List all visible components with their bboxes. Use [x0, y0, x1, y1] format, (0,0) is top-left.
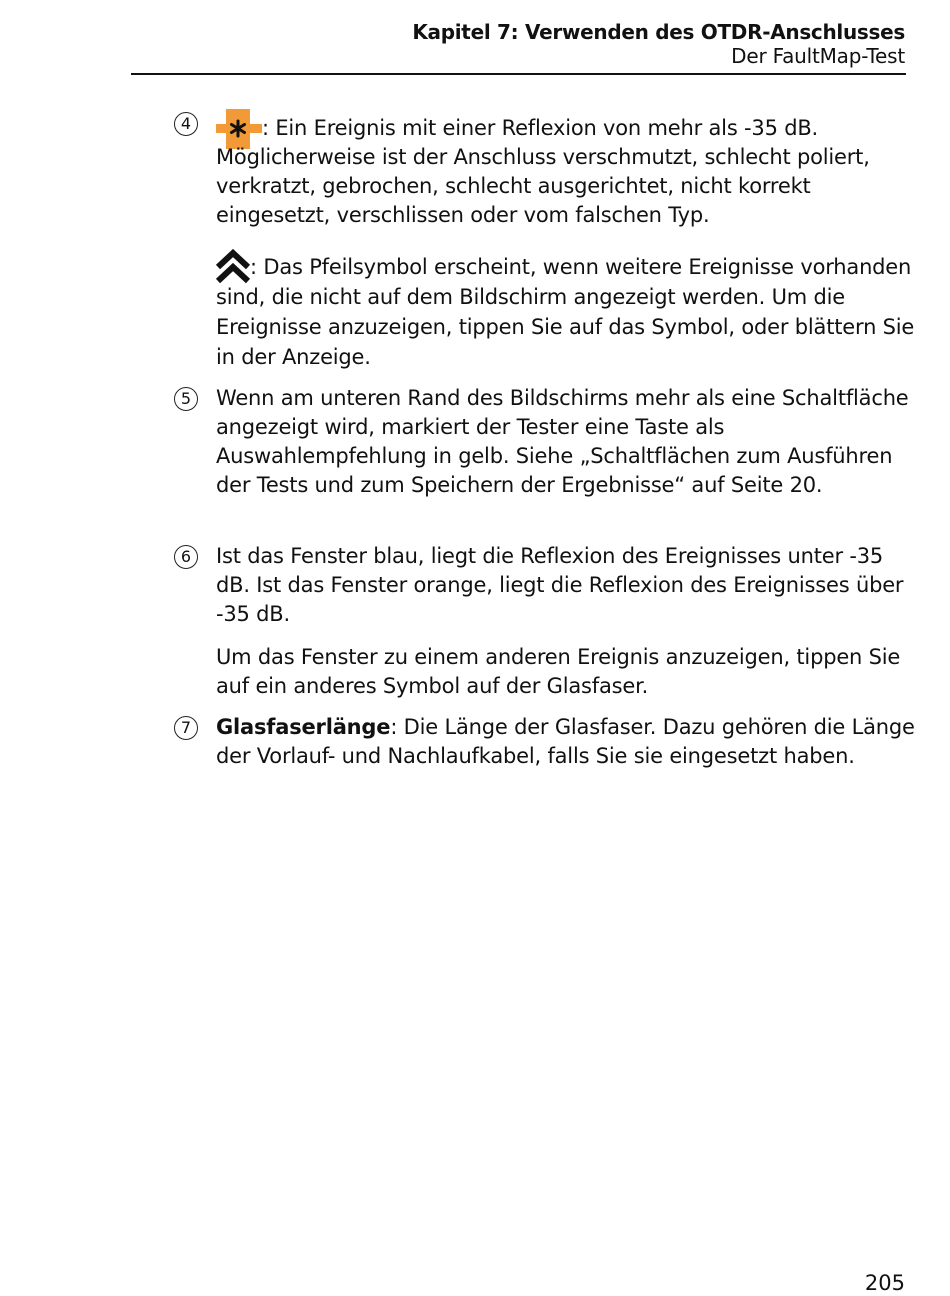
double-chevron-up-icon [216, 248, 250, 278]
callout-text-5: Wenn am unteren Rand des Bildschirms mehr als eine Schaltfläche angezeigt wird, markiert der Tester eine Taste als Auswahlempfehlung in gelb. Siehe „Schaltflächen zum Ausführen der Tests und zum Speichern der Ergebnisse“ auf Seite 20. [216, 386, 909, 497]
callout-text-7: : Die Länge der Glasfaser. Dazu gehören die Länge der Vorlauf- und Nachlaufkabel, falls Sie sie eingesetzt haben. [216, 715, 915, 768]
page-number: 205 [864, 1271, 905, 1295]
callout-item-5 [216, 384, 916, 500]
fiber-length-term: Glasfaserlänge [216, 715, 391, 739]
callout-number-5: 5 [174, 387, 198, 411]
header-divider [131, 73, 906, 75]
callout-text-6: Ist das Fenster blau, liegt die Reflexion des Ereignisses unter -35 dB. Ist das Fenster orange, liegt die Reflexion des Ereignisses über -35 dB. [216, 544, 904, 626]
arrow-note-text: : Das Pfeilsymbol erscheint, wenn weitere Ereignisse vorhanden sind, die nicht auf dem Bildschirm angezeigt werden. Um die Ereignisse anzuzeigen, tippen Sie auf das Symbol, oder blättern Sie in der Anzeige. [216, 255, 915, 369]
section-title: Der FaultMap-Test [731, 44, 905, 68]
callout-item-4 [216, 109, 916, 230]
orange-reflective-event-icon [216, 109, 262, 139]
callout-item-7 [216, 713, 916, 771]
page-header [412, 20, 905, 68]
window-note [216, 643, 916, 701]
callout-number-4: 4 [174, 112, 198, 136]
callout-number-7: 7 [174, 716, 198, 740]
arrow-note [216, 248, 916, 372]
window-note-text: Um das Fenster zu einem anderen Ereignis anzuzeigen, tippen Sie auf ein anderes Symbol auf der Glasfaser. [216, 645, 901, 698]
callout-text-4: : Ein Ereignis mit einer Reflexion von mehr als -35 dB. Möglicherweise ist der Anschluss verschmutzt, schlecht poliert, verkratzt, gebrochen, schlecht ausgerichtet, nicht korrekt eingesetzt, verschlissen oder vom falschen Typ. [216, 116, 870, 227]
chapter-title: Kapitel 7: Verwenden des OTDR-Anschlusses [412, 20, 905, 44]
callout-number-6: 6 [174, 545, 198, 569]
callout-item-6 [216, 542, 916, 629]
